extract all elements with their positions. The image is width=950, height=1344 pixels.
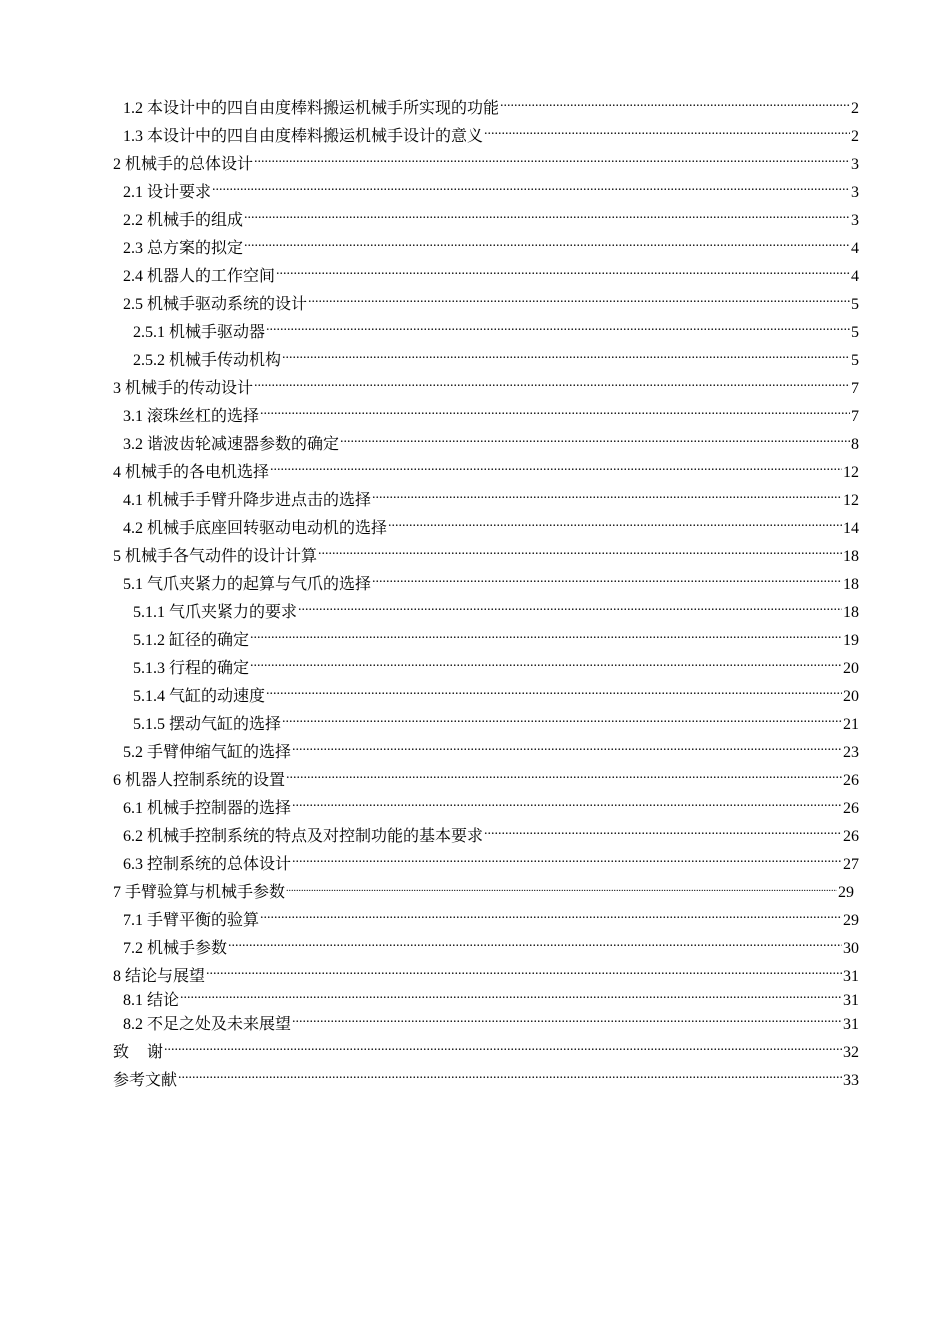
toc-entry[interactable]: [133, 625, 859, 651]
toc-dot-leader: [292, 1009, 842, 1029]
toc-entry[interactable]: [123, 737, 859, 763]
toc-entry-title: 2.5 机械手驱动系统的设计: [123, 296, 308, 313]
toc-entry-title: 6.1 机械手控制器的选择: [123, 800, 292, 817]
toc-entry-title: 4.1 机械手手臂升降步进点击的选择: [123, 492, 372, 509]
toc-entry[interactable]: [133, 317, 859, 343]
toc-entry[interactable]: [123, 793, 859, 819]
toc-entry-page: 23: [843, 744, 859, 761]
toc-entry[interactable]: [113, 1037, 859, 1063]
toc-entry-page: 5: [851, 296, 859, 313]
toc-dot-leader: [388, 513, 842, 533]
toc-dot-leader: [254, 373, 850, 393]
toc-entry-page: 8: [851, 436, 859, 453]
toc-entry-title: 8.1 结论: [123, 992, 180, 1009]
toc-dot-leader: [254, 149, 850, 169]
toc-entry-page: 32: [843, 1044, 859, 1061]
toc-entry[interactable]: [123, 177, 859, 203]
toc-entry-page: 5: [851, 324, 859, 341]
toc-entry[interactable]: [133, 681, 859, 707]
toc-entry[interactable]: [113, 1065, 859, 1091]
toc-entry-title: 5.2 手臂伸缩气缸的选择: [123, 744, 292, 761]
toc-entry-page: 30: [843, 940, 859, 957]
toc-entry-title: 6.3 控制系统的总体设计: [123, 856, 292, 873]
toc-entry[interactable]: [123, 485, 859, 511]
toc-dot-leader: [298, 597, 842, 617]
toc-entry-title: 3.1 滚珠丝杠的选择: [123, 408, 260, 425]
toc-dot-leader: [372, 569, 842, 589]
toc-entry-title: 2.5.1 机械手驱动器: [133, 324, 266, 341]
toc-entry-title: 2.4 机器人的工作空间: [123, 268, 276, 285]
toc-entry-page: 18: [843, 548, 859, 565]
toc-entry-page: 26: [843, 828, 859, 845]
toc-entry-page: 2: [851, 100, 859, 117]
toc-entry[interactable]: [123, 569, 859, 595]
toc-entry-title: 8 结论与展望: [113, 968, 206, 985]
toc-entry[interactable]: [113, 765, 859, 791]
toc-entry-page: 5: [851, 352, 859, 369]
toc-entry-title: 7.1 手臂平衡的验算: [123, 912, 260, 929]
toc-entry[interactable]: [123, 121, 859, 147]
toc-dot-leader: [292, 737, 842, 757]
toc-dot-leader: [244, 205, 850, 225]
toc-entry-title: 3 机械手的传动设计: [113, 380, 254, 397]
toc-dot-leader: [206, 961, 842, 981]
toc-entry-title: 5.1.3 行程的确定: [133, 660, 250, 677]
toc-dot-leader: [282, 709, 842, 729]
toc-entry[interactable]: [123, 93, 859, 119]
toc-dot-leader: [212, 177, 850, 197]
toc-entry[interactable]: [113, 149, 859, 175]
toc-entry-page: 14: [843, 520, 859, 537]
toc-entry[interactable]: [113, 541, 859, 567]
toc-entry-title: 致 谢: [113, 1044, 164, 1061]
toc-entry-page: 31: [843, 968, 859, 985]
toc-entry[interactable]: [123, 289, 859, 315]
toc-entry-page: 27: [843, 856, 859, 873]
toc-entry-page: 12: [843, 464, 859, 481]
toc-entry-page: 21: [843, 716, 859, 733]
toc-entry-page: 31: [843, 1016, 859, 1033]
toc-entry-title: 5 机械手各气动件的设计计算: [113, 548, 318, 565]
toc-entry[interactable]: [113, 373, 859, 399]
toc-entry[interactable]: [123, 401, 859, 427]
toc-entry-title: 5.1.5 摆动气缸的选择: [133, 716, 282, 733]
toc-entry-page: 26: [843, 772, 859, 789]
toc-dot-leader: [276, 261, 850, 281]
toc-entry-page: 12: [843, 492, 859, 509]
toc-entry-title: 8.2 不足之处及未来展望: [123, 1016, 292, 1033]
toc-dot-leader: [260, 401, 850, 421]
toc-entry-title: 5.1.1 气爪夹紧力的要求: [133, 604, 298, 621]
toc-dot-leader: [266, 681, 842, 701]
toc-entry-page: 20: [843, 688, 859, 705]
toc-dot-leader: [292, 849, 842, 869]
toc-entry[interactable]: [113, 877, 854, 903]
toc-entry-title: 5.1.4 气缸的动速度: [133, 688, 266, 705]
toc-entry-page: 33: [843, 1072, 859, 1089]
toc-entry-page: 19: [843, 632, 859, 649]
toc-entry-page: 18: [843, 576, 859, 593]
toc-entry-title: 5.1 气爪夹紧力的起算与气爪的选择: [123, 576, 372, 593]
toc-entry[interactable]: [123, 513, 859, 539]
toc-entry-title: 2.5.2 机械手传动机构: [133, 352, 282, 369]
toc-dot-leader: [178, 1065, 842, 1085]
toc-entry[interactable]: [123, 429, 859, 455]
toc-entry[interactable]: [123, 933, 859, 959]
toc-entry-page: 29: [838, 884, 854, 901]
toc-entry-page: 29: [843, 912, 859, 929]
toc-entry-page: 3: [851, 184, 859, 201]
toc-entry[interactable]: [133, 597, 859, 623]
toc-entry-title: 4.2 机械手底座回转驱动电动机的选择: [123, 520, 388, 537]
toc-dot-leader: [340, 429, 850, 449]
toc-dot-leader: [286, 877, 837, 897]
toc-entry-page: 4: [851, 240, 859, 257]
toc-dot-leader: [164, 1037, 842, 1057]
toc-dot-leader: [250, 653, 842, 673]
toc-dot-leader: [484, 121, 850, 141]
toc-entry-page: 20: [843, 660, 859, 677]
toc-entry-title: 5.1.2 缸径的确定: [133, 632, 250, 649]
toc-dot-leader: [244, 233, 850, 253]
toc-entry[interactable]: [123, 1009, 859, 1035]
toc-entry[interactable]: [123, 905, 859, 931]
toc-dot-leader: [180, 985, 842, 1005]
toc-entry-title: 6.2 机械手控制系统的特点及对控制功能的基本要求: [123, 828, 484, 845]
toc-entry-page: 7: [851, 408, 859, 425]
toc-dot-leader: [250, 625, 842, 645]
toc-entry[interactable]: [123, 985, 859, 1011]
toc-entry-page: 3: [851, 212, 859, 229]
toc-entry-title: 参考文献: [113, 1072, 178, 1089]
toc-entry-page: 3: [851, 156, 859, 173]
toc-entry-title: 7.2 机械手参数: [123, 940, 228, 957]
toc-dot-leader: [484, 821, 842, 841]
toc-entry-page: 4: [851, 268, 859, 285]
toc-dot-leader: [372, 485, 842, 505]
toc-entry-title: 3.2 谐波齿轮减速器参数的确定: [123, 436, 340, 453]
toc-entry-title: 2.3 总方案的拟定: [123, 240, 244, 257]
toc-entry[interactable]: [113, 961, 859, 987]
toc-entry-title: 2.2 机械手的组成: [123, 212, 244, 229]
toc-dot-leader: [308, 289, 850, 309]
toc-entry[interactable]: [123, 849, 859, 875]
toc-entry[interactable]: [123, 821, 859, 847]
toc-entry[interactable]: [133, 709, 859, 735]
toc-entry-title: 4 机械手的各电机选择: [113, 464, 270, 481]
toc-entry-page: 2: [851, 128, 859, 145]
toc-entry[interactable]: [133, 653, 859, 679]
toc-entry[interactable]: [133, 345, 859, 371]
toc-entry-title: 6 机器人控制系统的设置: [113, 772, 286, 789]
toc-entry[interactable]: [123, 233, 859, 259]
toc-entry-title: 7 手臂验算与机械手参数: [113, 884, 286, 901]
toc-dot-leader: [286, 765, 842, 785]
toc-entry[interactable]: [123, 261, 859, 287]
toc-entry[interactable]: [113, 457, 859, 483]
toc-dot-leader: [282, 345, 850, 365]
toc-entry[interactable]: [123, 205, 859, 231]
toc-entry-title: 1.2 本设计中的四自由度棒料搬运机械手所实现的功能: [123, 100, 500, 117]
toc-entry-title: 2 机械手的总体设计: [113, 156, 254, 173]
toc-entry-page: 26: [843, 800, 859, 817]
toc-dot-leader: [318, 541, 842, 561]
toc-dot-leader: [500, 93, 850, 113]
toc-dot-leader: [292, 793, 842, 813]
toc-entry-page: 31: [843, 992, 859, 1009]
toc-entry-page: 7: [851, 380, 859, 397]
toc-entry-page: 18: [843, 604, 859, 621]
toc-dot-leader: [266, 317, 850, 337]
toc-entry-title: 1.3 本设计中的四自由度棒料搬运机械手设计的意义: [123, 128, 484, 145]
toc-dot-leader: [270, 457, 842, 477]
toc-entry-title: 2.1 设计要求: [123, 184, 212, 201]
toc-dot-leader: [228, 933, 842, 953]
toc-dot-leader: [260, 905, 842, 925]
